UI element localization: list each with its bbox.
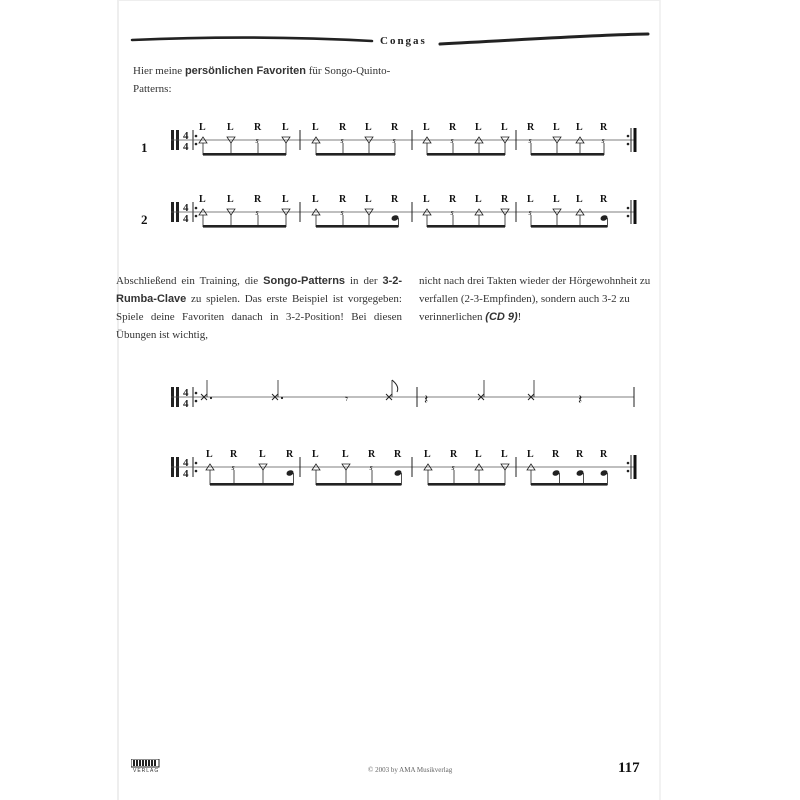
bass-notehead — [600, 214, 609, 221]
slap-notehead: s — [369, 463, 373, 472]
clave-staff — [0, 370, 800, 420]
beam — [203, 153, 286, 156]
sticking-label: L — [475, 194, 482, 205]
repeat-dot — [195, 215, 198, 218]
beam — [316, 225, 398, 228]
sticking-label: L — [227, 194, 234, 205]
time-signature: 4 — [183, 398, 189, 410]
slap-notehead: s — [340, 208, 344, 217]
slap-notehead: s — [528, 136, 532, 145]
sticking-label: L — [501, 122, 508, 133]
pattern-number: 1 — [141, 140, 148, 155]
sticking-label: R — [391, 194, 399, 205]
sticking-label: R — [368, 449, 376, 460]
sticking-label: R — [600, 449, 608, 460]
intro-text-part: Hier meine — [133, 65, 185, 77]
bass-notehead — [286, 469, 295, 476]
beam — [427, 153, 505, 156]
intro-text — [133, 62, 413, 98]
quarter-rest: 𝄽 — [424, 393, 429, 408]
beam — [203, 225, 286, 228]
sticking-label: R — [450, 449, 458, 460]
repeat-dot — [627, 143, 630, 146]
sticking-label: R — [552, 449, 560, 460]
repeat-dot — [627, 462, 630, 465]
sticking-label: L — [365, 122, 372, 133]
repeat-dot — [195, 400, 198, 403]
sticking-label: L — [199, 122, 206, 133]
sticking-label: R — [576, 449, 584, 460]
beam — [428, 483, 505, 486]
repeat-dot — [627, 207, 630, 210]
sticking-label: R — [600, 194, 608, 205]
dot — [210, 397, 212, 399]
sticking-label: R — [600, 122, 608, 133]
sticking-label: L — [312, 194, 319, 205]
bass-notehead — [552, 469, 561, 476]
sticking-label: L — [553, 122, 560, 133]
sticking-label: L — [475, 122, 482, 133]
intro-bold-text: persönlichen Favoriten — [184, 65, 306, 77]
sticking-label: R — [527, 122, 535, 133]
time-signature: 4 — [183, 468, 189, 480]
beam — [531, 153, 604, 156]
beam — [210, 483, 293, 486]
sticking-label: R — [501, 194, 509, 205]
cd-track-reference: (CD 9) — [485, 311, 518, 323]
slap-notehead: s — [340, 136, 344, 145]
sticking-label: L — [576, 194, 583, 205]
sticking-label: R — [449, 194, 457, 205]
time-signature: 4 — [183, 213, 189, 225]
time-signature: 4 — [183, 202, 189, 214]
repeat-dot — [195, 392, 198, 395]
intro-text-part: für Songo-Quinto-Patterns: — [133, 65, 391, 95]
bass-notehead — [576, 469, 585, 476]
copyright-notice: © 2003 by AMA Musikverlag — [368, 766, 453, 774]
paragraph-text: Abschließend ein Training, die — [116, 275, 264, 287]
time-signature: 4 — [183, 130, 189, 142]
sticking-label: L — [424, 449, 431, 460]
sticking-label: R — [339, 194, 347, 205]
eighth-rest: 𝄾 — [345, 392, 349, 406]
sticking-label: L — [423, 122, 430, 133]
publisher-logo-text: VERLAG — [133, 768, 160, 774]
quarter-rest: 𝄽 — [578, 393, 583, 408]
sticking-label: L — [259, 449, 266, 460]
sticking-label: L — [576, 122, 583, 133]
sticking-label: L — [282, 122, 289, 133]
pattern-1-staff — [0, 115, 800, 165]
sticking-label: R — [254, 122, 262, 133]
repeat-dot — [195, 470, 198, 473]
repeat-dot — [627, 135, 630, 138]
beam — [427, 225, 505, 228]
sticking-label: L — [527, 449, 534, 460]
beam — [316, 483, 401, 486]
eighth-flag — [392, 380, 398, 392]
repeat-dot — [627, 215, 630, 218]
sticking-label: L — [342, 449, 349, 460]
sticking-label: L — [501, 449, 508, 460]
sticking-label: R — [230, 449, 238, 460]
bass-notehead — [600, 469, 609, 476]
paragraph-text: in der — [345, 275, 383, 287]
sticking-label: L — [423, 194, 430, 205]
paragraph-text: ! — [517, 311, 522, 323]
pattern-2-staff — [0, 187, 800, 237]
bass-notehead — [394, 469, 403, 476]
page-number: 117 — [618, 760, 640, 776]
repeat-dot — [627, 470, 630, 473]
paragraph-left-column — [116, 272, 402, 344]
paragraph-right-column — [419, 272, 651, 326]
sticking-label: R — [339, 122, 347, 133]
time-signature: 4 — [183, 141, 189, 153]
exercise-staff — [0, 445, 800, 500]
sticking-label: L — [227, 122, 234, 133]
sticking-label: R — [394, 449, 402, 460]
repeat-dot — [195, 207, 198, 210]
beam — [531, 225, 607, 228]
sticking-label: L — [365, 194, 372, 205]
time-signature: 4 — [183, 387, 189, 399]
slap-notehead: s — [255, 136, 259, 145]
sticking-label: R — [254, 194, 262, 205]
dot — [281, 397, 283, 399]
sticking-label: R — [286, 449, 294, 460]
beam — [316, 153, 395, 156]
sticking-label: L — [312, 449, 319, 460]
repeat-dot — [195, 462, 198, 465]
paragraph-bold: 3-2-Rumba-Clave — [116, 275, 403, 305]
repeat-dot — [195, 135, 198, 138]
sticking-label: R — [391, 122, 399, 133]
paragraph-bold: Songo-Patterns — [263, 275, 346, 287]
slap-notehead: s — [450, 136, 454, 145]
slap-notehead: s — [451, 463, 455, 472]
sticking-label: L — [199, 194, 206, 205]
bass-notehead — [391, 214, 400, 221]
slap-notehead: s — [255, 208, 259, 217]
slap-notehead: s — [528, 208, 532, 217]
slap-notehead: s — [601, 136, 605, 145]
sticking-label: L — [282, 194, 289, 205]
sticking-label: L — [475, 449, 482, 460]
time-signature: 4 — [183, 457, 189, 469]
slap-notehead: s — [450, 208, 454, 217]
slap-notehead: s — [231, 463, 235, 472]
sticking-label: L — [312, 122, 319, 133]
beam — [531, 483, 607, 486]
sticking-label: R — [449, 122, 457, 133]
repeat-dot — [195, 143, 198, 146]
pattern-number: 2 — [141, 212, 148, 227]
sticking-label: L — [527, 194, 534, 205]
paragraph-text: nicht nach drei Takten wieder der Hörgewohnheit zu verfallen (2-3-Empfinden), sondern auch 3-2 zu verinnerlichen — [419, 275, 651, 323]
paragraph-text: zu spielen. Das erste Beispiel ist vorgegeben: Spiele deine Favoriten danach in 3-2-Position! Bei diesen Übungen ist wichtig, — [116, 293, 402, 341]
page-header-title: Congas — [380, 35, 427, 47]
header-rule — [0, 0, 800, 60]
slap-notehead: s — [392, 136, 396, 145]
sticking-label: L — [553, 194, 560, 205]
sticking-label: L — [206, 449, 213, 460]
